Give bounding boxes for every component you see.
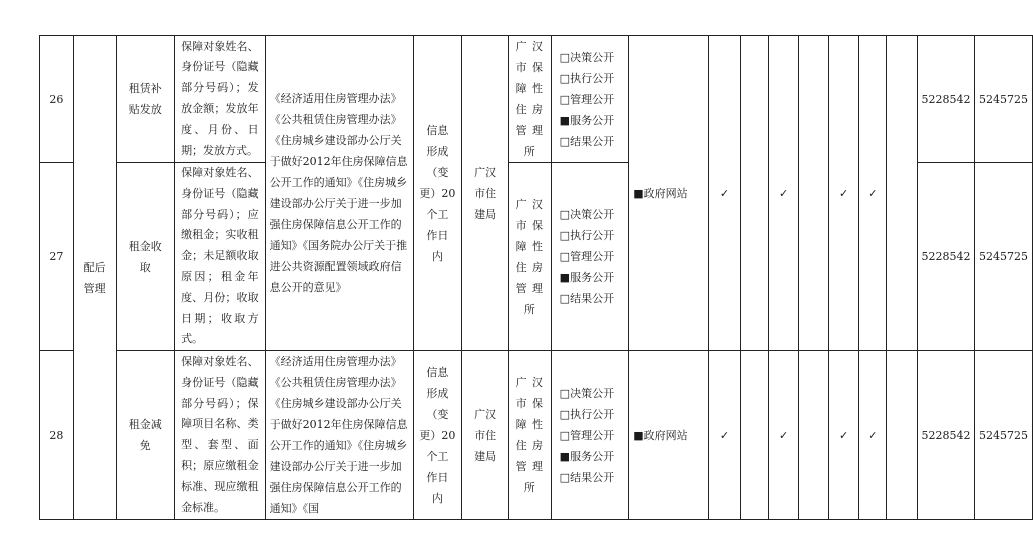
dept-cell: 广 汉 市 保 障 性 住 房 管 理 所 [508,351,551,520]
channel-cell: ■政府网站 [629,36,708,351]
empty-cell [887,351,918,520]
options-cell: □决策公开 □执行公开 □管理公开 ■服务公开 □结果公开 [551,351,629,520]
empty-cell [798,351,828,520]
phone-cell: 5245725 [974,351,1032,520]
time-limit-cell: 信息 形成 （变 更）20 个工 作日 内 [413,36,462,351]
row-number: 27 [40,163,74,351]
dept-cell: 广 汉 市 保 障 性 住 房 管 理 所 [508,163,551,351]
check-cell: ✓ [828,351,859,520]
phase-label: 配后 管理 [73,36,116,520]
empty-cell [887,36,918,351]
table-row [40,351,1033,520]
basis-cell: 《经济适用住房管理办法》《公共租赁住房管理办法》《住房城乡建设部办公厅关于做好2012年住房保障信息公开工作的通知》《住房城乡建设部办公厅关于进一步加强住房保障信息公开工作的通知》《国务院办公厅关于推进公共资源配置领域政府信息公开的意见》 [265,36,413,351]
options-cell: □决策公开 □执行公开 □管理公开 ■服务公开 □结果公开 [551,36,629,163]
check-cell: ✓ [708,36,741,351]
row-number: 28 [40,351,74,520]
phone-cell: 5245725 [974,36,1032,163]
check-cell: ✓ [769,351,799,520]
empty-cell [741,351,769,520]
table-row [40,36,1033,163]
check-cell: ✓ [769,36,799,351]
check-cell: ✓ [708,351,741,520]
phone-cell: 5245725 [974,163,1032,351]
content-cell: 保障对象姓名、身份证号（隐藏部分号码）；应缴租金；实收租金；未足额收取原因；租金年度、月份；收取日期；收取方式。 [175,163,266,351]
check-cell: ✓ [859,36,887,351]
item-name: 租金收 取 [116,163,175,351]
phone-cell: 5228542 [918,163,975,351]
content-cell: 保障对象姓名、身份证号（隐藏部分号码）；保障项目名称、类型、套型、面积；原应缴租金标准、现应缴租金标准。 [175,351,266,520]
channel-cell: ■政府网站 [629,351,708,520]
row-number: 26 [40,36,74,163]
phone-cell: 5228542 [918,351,975,520]
disclosure-table [39,35,1033,520]
options-cell: □决策公开 □执行公开 □管理公开 ■服务公开 □结果公开 [551,163,629,351]
empty-cell [741,36,769,351]
dept-cell: 广 汉 市 保 障 性 住 房 管 理 所 [508,36,551,163]
item-name: 租金减 免 [116,351,175,520]
empty-cell [798,36,828,351]
check-cell: ✓ [828,36,859,351]
basis-cell: 《经济适用住房管理办法》《公共租赁住房管理办法》《住房城乡建设部办公厅关于做好2012年住房保障信息公开工作的通知》《住房城乡建设部办公厅关于进一步加强住房保障信息公开工作的通知》《国 [265,351,413,520]
agency-cell: 广汉 市住 建局 [462,36,509,351]
phone-cell: 5228542 [918,36,975,163]
item-name: 租赁补 贴发放 [116,36,175,163]
content-cell: 保障对象姓名、身份证号（隐藏部分号码）；发放金额；发放年度、月份、日期；发放方式。 [175,36,266,163]
check-cell: ✓ [859,351,887,520]
time-limit-cell: 信息 形成 （变 更）20 个工 作日 内 [413,351,462,520]
agency-cell: 广汉 市住 建局 [462,351,509,520]
